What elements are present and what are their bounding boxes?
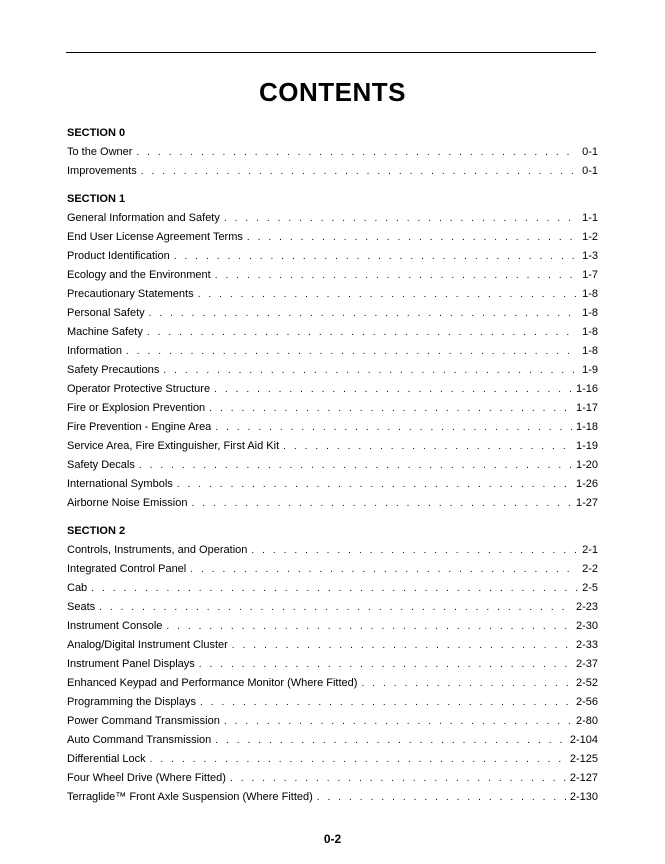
toc-entry[interactable] xyxy=(67,655,598,674)
dot-leader xyxy=(136,143,578,162)
toc-entry-title: Service Area, Fire Extinguisher, First Aid Kit xyxy=(67,440,280,452)
toc-entry-page: 0-1 xyxy=(582,146,598,158)
toc-entry-page: 1-7 xyxy=(582,269,598,281)
dot-leader xyxy=(174,247,578,266)
toc-entry-title: Information xyxy=(67,345,123,357)
toc-entry[interactable] xyxy=(67,674,598,693)
toc-entry[interactable] xyxy=(67,475,598,494)
toc-entry-title: Cab xyxy=(67,582,88,594)
dot-leader xyxy=(139,456,572,475)
toc-entry-title: Ecology and the Environment xyxy=(67,269,211,281)
toc-entry-page: 2-30 xyxy=(575,620,598,632)
section-heading: SECTION 0 xyxy=(67,127,126,139)
toc-entry-page: 1-17 xyxy=(575,402,598,414)
dot-leader xyxy=(177,475,572,494)
dot-leader xyxy=(224,209,578,228)
toc-entry-page: 1-3 xyxy=(582,250,598,262)
dot-leader xyxy=(141,162,578,181)
section-heading: SECTION 2 xyxy=(67,525,126,537)
toc-entry[interactable] xyxy=(67,361,598,380)
toc-entry-title: Precautionary Statements xyxy=(67,288,194,300)
toc-entry[interactable] xyxy=(67,598,598,617)
toc-entry-page: 1-26 xyxy=(575,478,598,490)
toc-entry-title: Product Identification xyxy=(67,250,170,262)
dot-leader xyxy=(126,342,578,361)
dot-leader xyxy=(198,285,579,304)
toc-entry[interactable] xyxy=(67,342,598,361)
toc-entry[interactable] xyxy=(67,418,598,437)
toc-entry-title: Terraglide™ Front Axle Suspension (Where Fitted) xyxy=(67,791,313,803)
toc-entry-page: 1-2 xyxy=(582,231,598,243)
toc-entry-title: To the Owner xyxy=(67,146,133,158)
toc-entry[interactable] xyxy=(67,788,598,807)
toc-entry[interactable] xyxy=(67,143,598,162)
dot-leader xyxy=(150,750,566,769)
dot-leader xyxy=(247,228,578,247)
toc-entry[interactable] xyxy=(67,693,598,712)
toc-entry[interactable] xyxy=(67,494,598,513)
toc-entry-page: 1-27 xyxy=(575,497,598,509)
toc-entry-page: 2-5 xyxy=(582,582,598,594)
toc-entry-title: Instrument Console xyxy=(67,620,163,632)
toc-entry-page: 1-1 xyxy=(582,212,598,224)
toc-entry-page: 2-125 xyxy=(569,753,598,765)
toc-entry-title: Integrated Control Panel xyxy=(67,563,187,575)
toc-entry-page: 1-8 xyxy=(582,288,598,300)
toc-entry-title: Power Command Transmission xyxy=(67,715,220,727)
toc-entry-page: 1-8 xyxy=(582,345,598,357)
table-of-contents xyxy=(67,124,598,807)
dot-leader xyxy=(166,617,572,636)
toc-entry-page: 1-8 xyxy=(582,326,598,338)
toc-entry-title: Safety Precautions xyxy=(67,364,160,376)
dot-leader xyxy=(209,399,572,418)
dot-leader xyxy=(224,712,572,731)
toc-entry-title: End User License Agreement Terms xyxy=(67,231,243,243)
dot-leader xyxy=(230,769,566,788)
toc-entry[interactable] xyxy=(67,304,598,323)
toc-entry[interactable] xyxy=(67,162,598,181)
toc-entry-title: Operator Protective Structure xyxy=(67,383,211,395)
toc-entry[interactable] xyxy=(67,228,598,247)
toc-entry-title: Differential Lock xyxy=(67,753,146,765)
dot-leader xyxy=(191,494,572,513)
toc-entry-page: 1-19 xyxy=(575,440,598,452)
toc-entry-page: 2-127 xyxy=(569,772,598,784)
toc-entry[interactable] xyxy=(67,731,598,750)
dot-leader xyxy=(99,598,572,617)
toc-entry-page: 2-1 xyxy=(582,544,598,556)
page-number: 0-2 xyxy=(323,832,342,846)
dot-leader xyxy=(91,579,578,598)
toc-entry[interactable] xyxy=(67,285,598,304)
dot-leader xyxy=(200,693,572,712)
toc-entry-page: 2-33 xyxy=(575,639,598,651)
toc-entry[interactable] xyxy=(67,456,598,475)
toc-entry[interactable] xyxy=(67,380,598,399)
dot-leader xyxy=(283,437,572,456)
toc-entry-page: 2-80 xyxy=(575,715,598,727)
toc-entry-page: 1-18 xyxy=(575,421,598,433)
dot-leader xyxy=(317,788,566,807)
toc-entry-title: Safety Decals xyxy=(67,459,135,471)
dot-leader xyxy=(215,731,566,750)
toc-entry-title: International Symbols xyxy=(67,478,173,490)
toc-entry-title: Improvements xyxy=(67,165,137,177)
dot-leader xyxy=(361,674,572,693)
section-heading: SECTION 1 xyxy=(67,193,126,205)
toc-entry[interactable] xyxy=(67,323,598,342)
toc-entry[interactable] xyxy=(67,712,598,731)
toc-entry-title: Airborne Noise Emission xyxy=(67,497,188,509)
dot-leader xyxy=(232,636,572,655)
toc-entry-page: 2-56 xyxy=(575,696,598,708)
toc-entry[interactable] xyxy=(67,560,598,579)
toc-entry-page: 1-8 xyxy=(582,307,598,319)
toc-entry-page: 2-130 xyxy=(569,791,598,803)
toc-entry-title: Seats xyxy=(67,601,96,613)
toc-entry-page: 1-20 xyxy=(575,459,598,471)
dot-leader xyxy=(149,304,578,323)
toc-entry-title: Fire or Explosion Prevention xyxy=(67,402,206,414)
toc-entry-title: Programming the Displays xyxy=(67,696,196,708)
toc-entry-title: Enhanced Keypad and Performance Monitor (Where Fitted) xyxy=(67,677,358,689)
toc-entry[interactable] xyxy=(67,541,598,560)
toc-entry-title: Four Wheel Drive (Where Fitted) xyxy=(67,772,226,784)
top-rule xyxy=(66,52,596,53)
toc-entry-title: Controls, Instruments, and Operation xyxy=(67,544,248,556)
dot-leader xyxy=(199,655,572,674)
toc-entry-page: 2-37 xyxy=(575,658,598,670)
toc-entry[interactable] xyxy=(67,266,598,285)
toc-entry-title: Auto Command Transmission xyxy=(67,734,212,746)
toc-entry-title: Instrument Panel Displays xyxy=(67,658,195,670)
toc-entry[interactable] xyxy=(67,617,598,636)
toc-entry-page: 1-16 xyxy=(575,383,598,395)
toc-entry-title: Analog/Digital Instrument Cluster xyxy=(67,639,228,651)
toc-entry[interactable] xyxy=(67,399,598,418)
toc-entry[interactable] xyxy=(67,636,598,655)
toc-entry-page: 1-9 xyxy=(582,364,598,376)
toc-entry[interactable] xyxy=(67,579,598,598)
toc-entry-title: Fire Prevention - Engine Area xyxy=(67,421,212,433)
dot-leader xyxy=(215,266,578,285)
toc-entry-page: 0-1 xyxy=(582,165,598,177)
toc-entry-page: 2-2 xyxy=(582,563,598,575)
toc-entry[interactable] xyxy=(67,437,598,456)
toc-entry-page: 2-52 xyxy=(575,677,598,689)
dot-leader xyxy=(147,323,578,342)
dot-leader xyxy=(163,361,578,380)
toc-entry-title: Machine Safety xyxy=(67,326,143,338)
page-title: CONTENTS xyxy=(259,77,406,107)
toc-entry[interactable] xyxy=(67,247,598,266)
dot-leader xyxy=(215,418,572,437)
dot-leader xyxy=(190,560,578,579)
toc-entry-page: 2-23 xyxy=(575,601,598,613)
toc-entry[interactable] xyxy=(67,769,598,788)
dot-leader xyxy=(214,380,572,399)
toc-entry-title: General Information and Safety xyxy=(67,212,220,224)
toc-entry[interactable] xyxy=(67,750,598,769)
toc-entry-page: 2-104 xyxy=(569,734,598,746)
toc-entry-title: Personal Safety xyxy=(67,307,145,319)
toc-entry[interactable] xyxy=(67,209,598,228)
dot-leader xyxy=(251,541,578,560)
